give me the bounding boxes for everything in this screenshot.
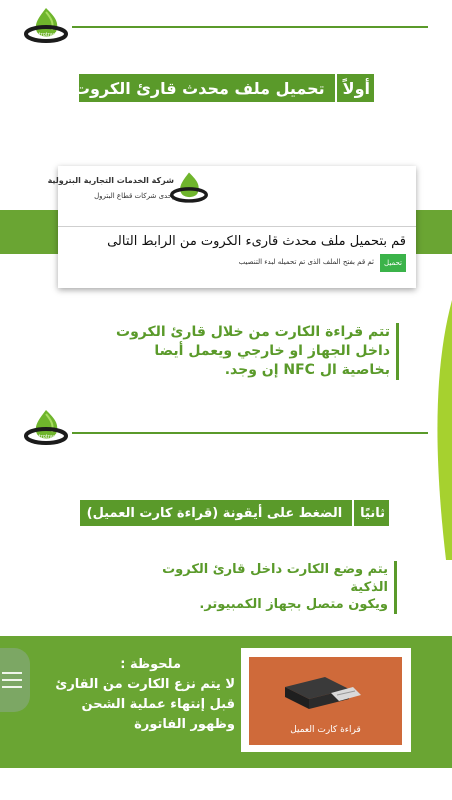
- para2-line2: ويكون متصل بجهاز الكمبيوتر.: [199, 597, 388, 613]
- petrotrade-logo: [24, 6, 68, 46]
- para1-line1: تتم قراءة الكارت من خلال قارئ الكروت: [116, 324, 390, 340]
- section1-number: أولاً: [335, 72, 376, 104]
- card-heading: قم بتحميل ملف محدث قارىء الكروت من الرابط التالى: [107, 234, 406, 249]
- read-card-button[interactable]: [249, 657, 402, 745]
- svg-text:Petrotrade: Petrotrade: [32, 434, 60, 440]
- right-decorative-curve: [418, 300, 452, 560]
- section1-title: تحميل ملف محدث قارئ الكروت: [73, 78, 325, 98]
- middle-divider: [72, 432, 428, 434]
- svg-text:Petrotrade: Petrotrade: [32, 32, 60, 38]
- card-reader-icon: [279, 665, 369, 715]
- card-hint: ثم قم بفتح الملف الذى تم تحميله لبدء التنصيب: [238, 258, 374, 266]
- para2-line1: يتم وضع الكارت داخل قارئ الكروت الذكية: [162, 562, 388, 595]
- section2-number: ثانيًا: [352, 498, 391, 528]
- note-line3: وظهور الفاتورة: [134, 717, 235, 732]
- note-line1: لا يتم نزع الكارت من القارئ: [55, 677, 235, 692]
- para1-line3: بخاصية ال NFC إن وجد.: [224, 361, 390, 378]
- section2-title-bar: [78, 498, 391, 528]
- card-reader-paragraph: [110, 323, 399, 380]
- note-label: ملحوظة :: [120, 657, 181, 672]
- section2-title: الضغط على أيقونة (قراءة كارت العميل): [86, 505, 343, 521]
- download-card: [47, 166, 416, 288]
- read-card-label: قراءة كارت العميل: [290, 725, 361, 735]
- hamburger-menu-icon: [0, 648, 30, 712]
- card-header: [47, 166, 416, 227]
- top-divider: [72, 26, 428, 28]
- para1-line2: داخل الجهاز او خارجي ويعمل أيضا: [154, 342, 390, 359]
- menu-button[interactable]: [0, 648, 30, 712]
- card-logo: [170, 170, 208, 206]
- card-download-button[interactable]: تحميل: [380, 254, 406, 272]
- insert-card-paragraph: [140, 561, 397, 614]
- section1-title-bar: [73, 72, 376, 104]
- card-company-name: شركة الخدمات التجارية البترولية: [47, 176, 174, 185]
- card-company-subtitle: إحدى شركات قطاع البترول: [94, 192, 174, 200]
- petrotrade-logo-2: [24, 408, 68, 448]
- note-line2: قبل إنتهاء عملية الشحن: [81, 697, 235, 712]
